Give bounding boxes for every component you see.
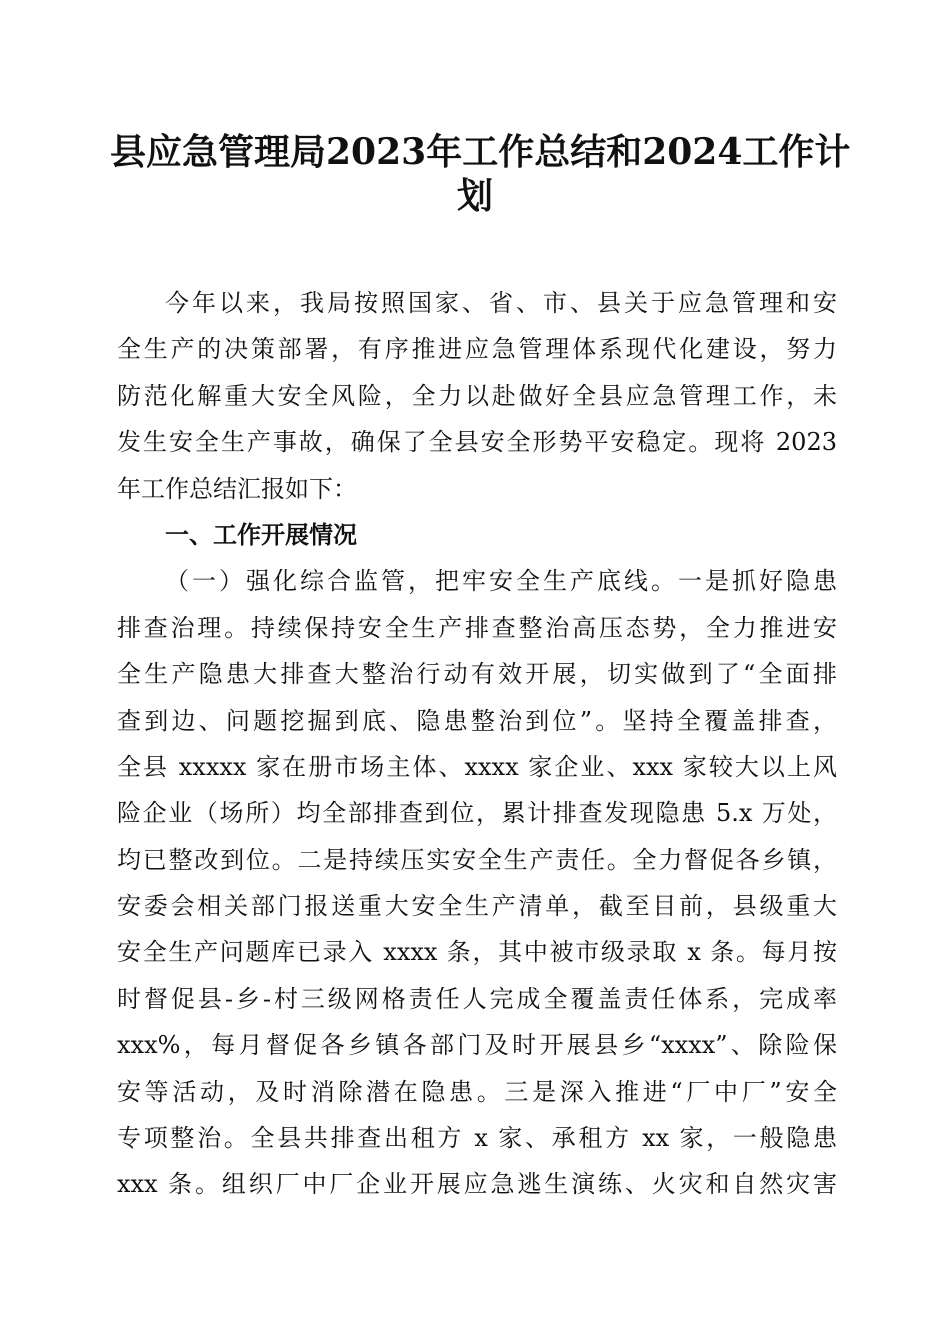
paragraph-line: 排查治理。持续保持安全生产排查整治高压态势，全力推进安	[117, 613, 837, 642]
document-title	[110, 130, 851, 218]
paragraph-line: 安等活动，及时消除潜在隐患。三是深入推进“厂中厂”安全	[117, 1077, 837, 1106]
paragraph-line: 安委会相关部门报送重大安全生产清单，截至目前，县级重大	[117, 892, 837, 921]
intro-line: 全生产的决策部署，有序推进应急管理体系现代化建设，努力	[117, 335, 837, 364]
paragraph-line: 均已整改到位。二是持续压实安全生产责任。全力督促各乡镇，	[117, 845, 837, 874]
paragraph-line: 查到边、问题挖掘到底、隐患整治到位”。坚持全覆盖排查，	[117, 706, 837, 735]
section-heading: 一、工作开展情况	[165, 520, 357, 549]
paragraph-line: xxx%，每月督促各乡镇各部门及时开展县乡“xxxx”、除险保	[117, 1031, 837, 1060]
paragraph-line: 全生产隐患大排查大整治行动有效开展，切实做到了“全面排	[117, 660, 837, 689]
paragraph-line: 安全生产问题库已录入 xxxx 条，其中被市级录取 x 条。每月按	[117, 938, 837, 967]
paragraph-line: xxx 条。组织厂中厂企业开展应急逃生演练、火灾和自然灾害	[117, 1170, 837, 1199]
paragraph-line: （一）强化综合监管，把牢安全生产底线。一是抓好隐患	[165, 567, 837, 596]
paragraph-line: 时督促县-乡-村三级网格责任人完成全覆盖责任体系，完成率	[117, 984, 837, 1013]
paragraph-line: 专项整治。全县共排查出租方 x 家、承租方 xx 家，一般隐患	[117, 1124, 837, 1153]
intro-line: 防范化解重大安全风险，全力以赴做好全县应急管理工作，未	[117, 381, 837, 410]
document-body	[117, 280, 837, 1208]
title-line-2: 划	[456, 175, 493, 217]
paragraph-line: 险企业（场所）均全部排查到位，累计排查发现隐患 5.x 万处，	[117, 799, 837, 828]
intro-line: 发生安全生产事故，确保了全县安全形势平安稳定。现将 2023	[117, 428, 837, 457]
intro-line: 年工作总结汇报如下：	[117, 474, 357, 503]
title-line-1: 县应急管理局2023年工作总结和2024工作计	[110, 131, 851, 173]
intro-line: 今年以来，我局按照国家、省、市、县关于应急管理和安	[165, 289, 837, 317]
paragraph-line: 全县 xxxxx 家在册市场主体、xxxx 家企业、xxx 家较大以上风	[117, 752, 837, 781]
